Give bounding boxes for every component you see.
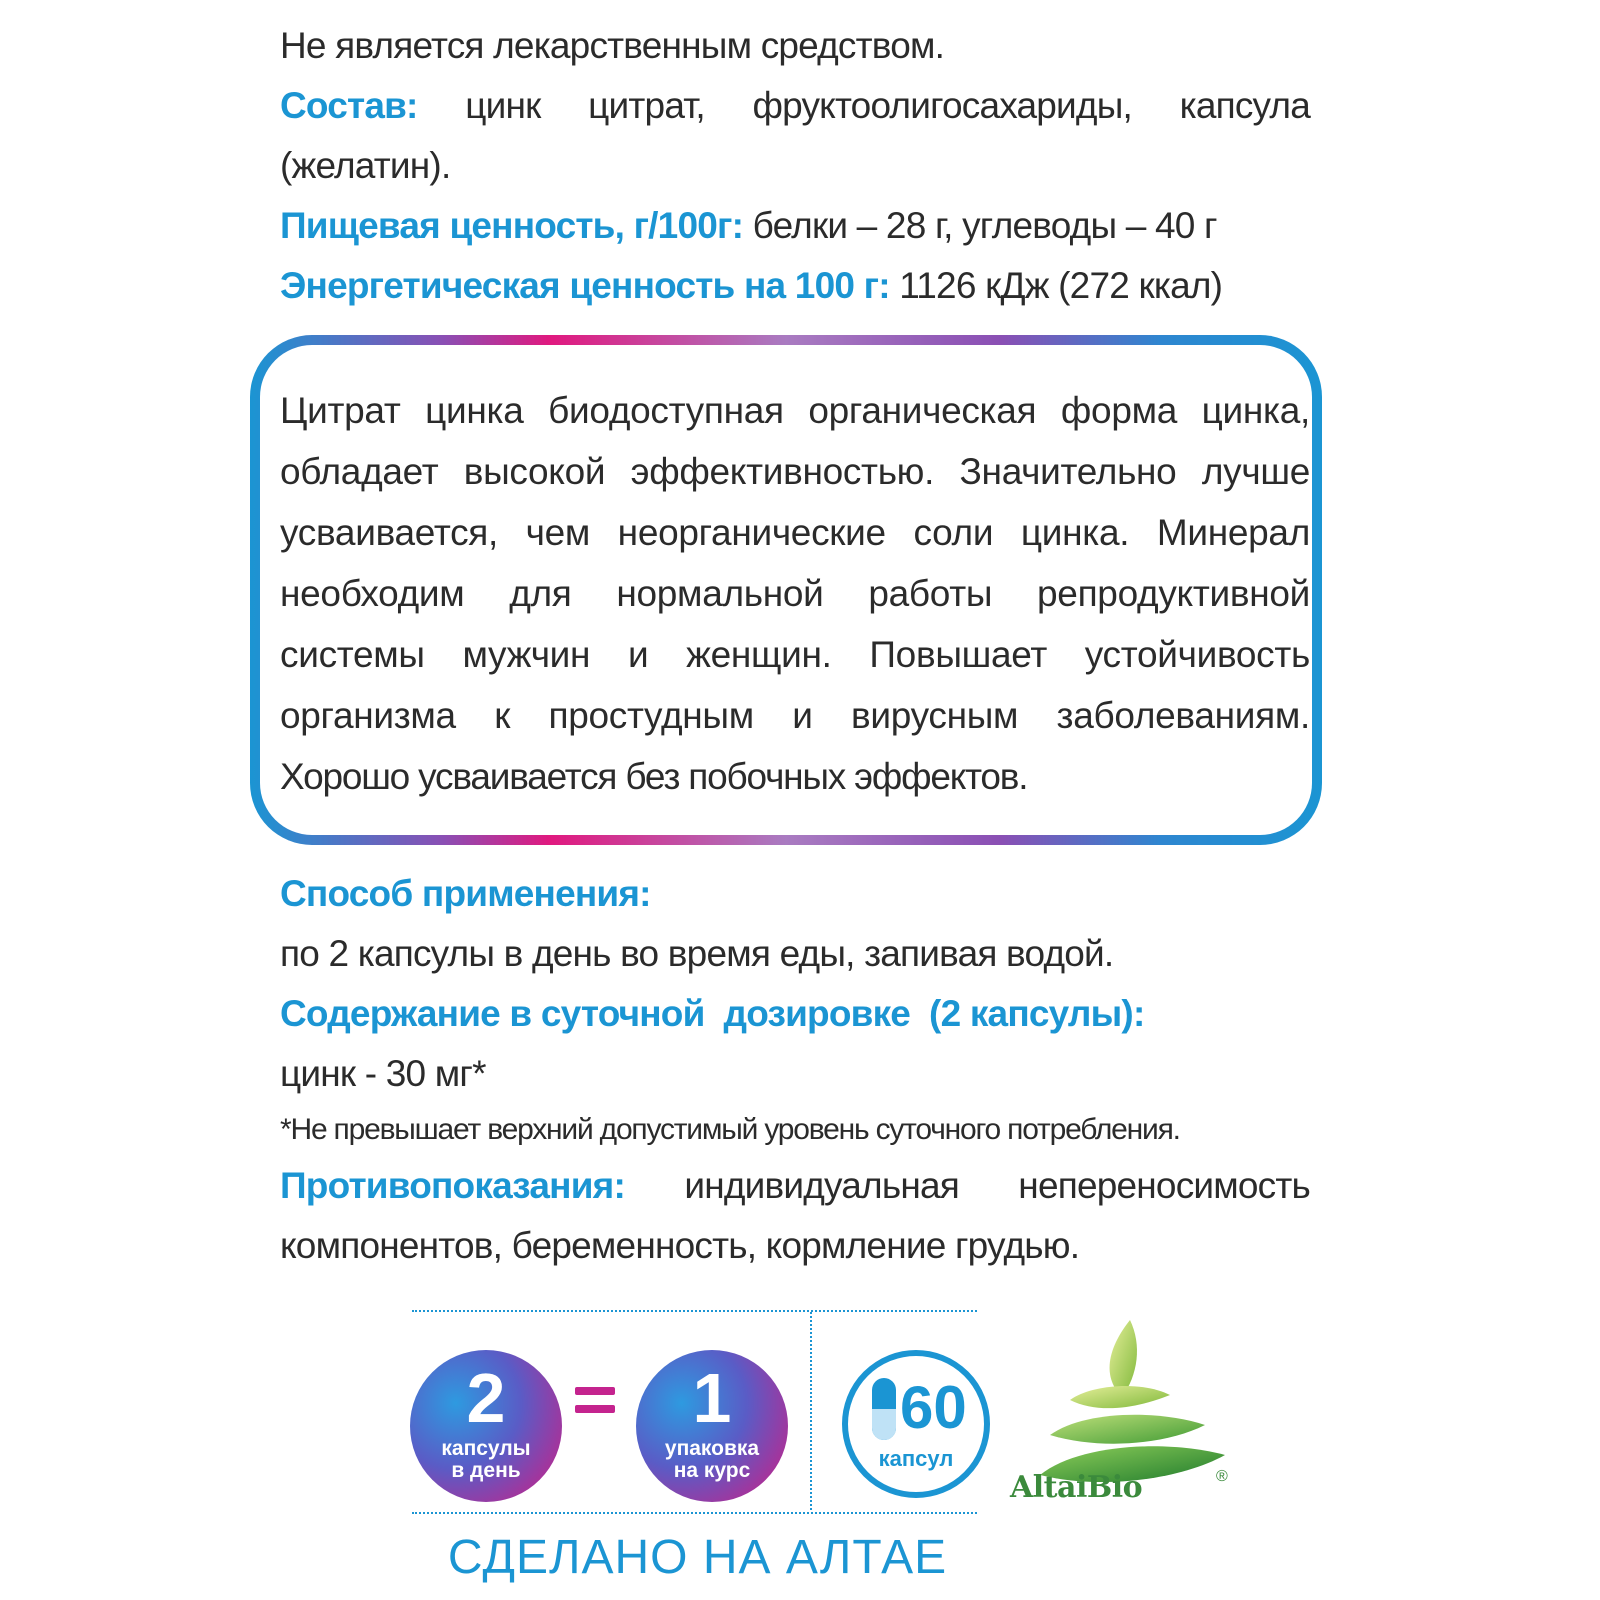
course-package-caption-2: на курс: [673, 1459, 751, 1482]
nutrition-label: Пищевая ценность, г/100г:: [280, 205, 744, 246]
composition-text: цинк цитрат, фруктоолигосахариды, капсула: [465, 85, 1310, 126]
equals-sign-icon: [575, 1387, 615, 1423]
dotted-divider-top: [412, 1310, 977, 1312]
nutrition-text: белки – 28 г, углеводы – 40 г: [752, 205, 1217, 246]
nutrition-line: [280, 196, 1310, 256]
energy-text: 1126 кДж (272 ккал): [899, 265, 1223, 306]
info-line: необходим для нормальной работы репродуктивной: [280, 573, 1310, 614]
course-package-badge: [636, 1350, 788, 1502]
energy-line: [280, 256, 1310, 316]
info-line: системы мужчин и женщин. Повышает устойчивость: [280, 634, 1310, 675]
daily-capsules-badge: [410, 1350, 562, 1502]
dotted-divider-vertical: [810, 1312, 812, 1510]
dotted-divider-bottom: [412, 1512, 977, 1514]
daily-dose-text: цинк - 30 мг*: [280, 1053, 486, 1094]
composition-text-cont: (желатин).: [280, 145, 451, 186]
info-line: Цитрат цинка биодоступная органическая форма цинка,: [280, 390, 1310, 431]
composition-line: [280, 76, 1310, 136]
capsule-icon: [872, 1378, 896, 1440]
daily-capsules-number: 2: [466, 1359, 506, 1437]
info-line: Хорошо усваивается без побочных эффектов.: [280, 756, 1028, 797]
composition-label: Состав:: [280, 85, 418, 126]
altaibio-logo-text: AltaiBio: [1010, 1470, 1143, 1505]
capsule-count-caption: капсул: [878, 1446, 954, 1471]
capsule-count-badge: [842, 1350, 990, 1498]
contraindications-text: индивидуальная непереносимость: [684, 1165, 1311, 1206]
registered-mark: ®: [1216, 1468, 1228, 1485]
contraindications-label: Противопоказания:: [280, 1165, 625, 1206]
made-in-altai: СДЕЛАНО НА АЛТАЕ: [447, 1531, 948, 1584]
info-line: организма к простудным и вирусным заболеваниям.: [280, 695, 1310, 736]
usage-label: Способ применения:: [280, 873, 651, 914]
contraindications-text-cont: компонентов, беременность, кормление грудью.: [280, 1225, 1080, 1266]
info-box-text: [280, 380, 1310, 807]
contraindications-line: [280, 1156, 1310, 1216]
daily-capsules-caption-1: капсулы: [441, 1437, 531, 1460]
daily-dose-label: Содержание в суточной дозировке (2 капсулы):: [280, 993, 1145, 1034]
course-package-number: 1: [692, 1359, 732, 1437]
info-line: обладает высокой эффективностью. Значительно лучше: [280, 451, 1310, 492]
energy-label: Энергетическая ценность на 100 г:: [280, 265, 890, 306]
daily-capsules-caption-2: в день: [451, 1459, 521, 1482]
daily-dose-footnote: *Не превышает верхний допустимый уровень суточного потребления.: [280, 1113, 1180, 1146]
info-line: усваивается, чем неорганические соли цинка. Минерал: [280, 512, 1310, 553]
capsule-count-number: 60: [900, 1374, 967, 1441]
usage-text: по 2 капсулы в день во время еды, запивая водой.: [280, 933, 1114, 974]
course-package-caption-1: упаковка: [664, 1437, 760, 1460]
not-medicine-note: Не является лекарственным средством.: [280, 25, 945, 66]
